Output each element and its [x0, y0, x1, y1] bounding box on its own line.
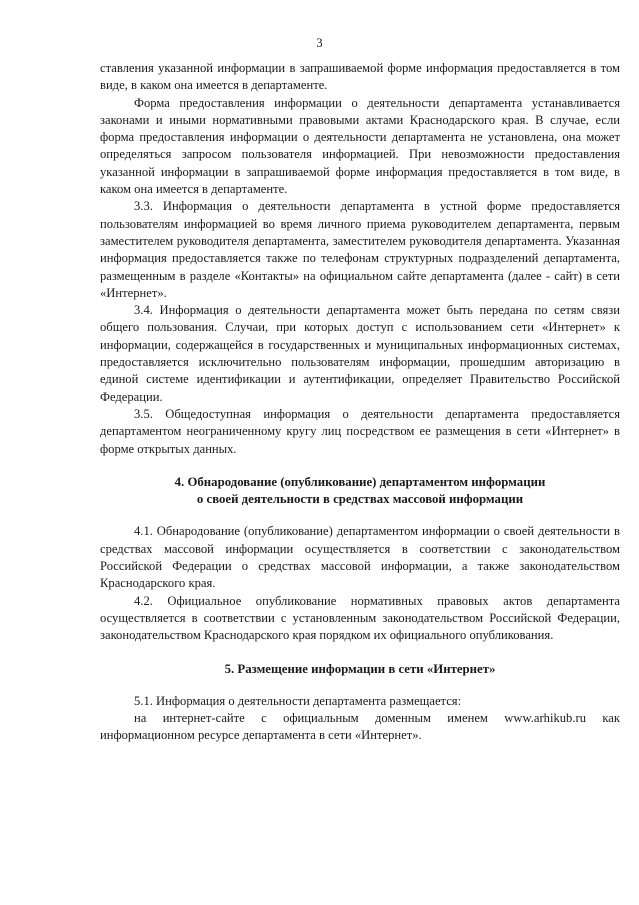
paragraph-5-1-item: на интернет-сайте с официальным доменным именем www.arhikub.ru как информационном ресурсе департамента в сети «Интернет». [100, 711, 620, 743]
section-4-heading-line-1: 4. Обнародование (опубликование) департаментом информации [174, 474, 546, 489]
section-4-heading-line-2: о своей деятельности в средствах массовой информации [196, 492, 524, 507]
document-body [100, 60, 620, 745]
page-number: 3 [316, 36, 323, 50]
section-5-heading: 5. Размещение информации в сети «Интернет» [224, 661, 496, 676]
paragraph-5-1: 5.1. Информация о деятельности департамента размещается: [134, 693, 462, 708]
paragraph-form: Форма предоставления информации о деятельности департамента устанавливается законами и иными нормативными правовыми актами Краснодарского края. В случае, если форма предоставления информации о деятельности департамента не установлена, она может определяться запросом пользователя информацией. При невозможности предоставления указанной информации в запрашиваемой форме информация предоставляется в том виде, в каком она имеется в департаменте. [100, 95, 620, 197]
paragraph-4-1: 4.1. Обнародование (опубликование) департаментом информации о своей деятельности в средствах массовой информации осуществляется в соответствии с законодательством Российской Федерации о средствах массовой информации, а также законодательством Краснодарского края. [100, 524, 620, 591]
paragraph-3-5: 3.5. Общедоступная информация о деятельности департамента предоставляется департаментом неограниченному кругу лиц посредством ее размещения в сети «Интернет» в форме открытых данных. [100, 406, 620, 456]
paragraph-4-2: 4.2. Официальное опубликование нормативных правовых актов департамента осуществляется в соответствии с установленным законодательством Российской Федерации, законодательством Краснодарского края порядком их официального опубликования. [100, 593, 620, 643]
paragraph-continuation: ставления указанной информации в запрашиваемой форме информация предоставляется в том виде, в каком она имеется в департаменте. [100, 61, 620, 93]
paragraph-3-3: 3.3. Информация о деятельности департамента в устной форме предоставляется пользователям информацией во время личного приема руководителем департамента, первым заместителем руководителя департамента, заместителем руководителя департамента. Указанная информация предоставляется также по телефонам структурных подразделений департамента, размещенным в разделе «Контакты» на официальном сайте департамента (далее - сайт) в сети «Интернет». [100, 199, 620, 300]
paragraph-3-4: 3.4. Информация о деятельности департамента может быть передана по сетям связи общего пользования. Случаи, при которых доступ с использованием сети «Интернет» к информации, содержащейся в государственных и муниципальных информационных системах, предоставляется исключительно пользователям информации, прошедшим авторизацию в единой системе идентификации и аутентификации, определяет Правительство Российской Федерации. [100, 303, 620, 404]
